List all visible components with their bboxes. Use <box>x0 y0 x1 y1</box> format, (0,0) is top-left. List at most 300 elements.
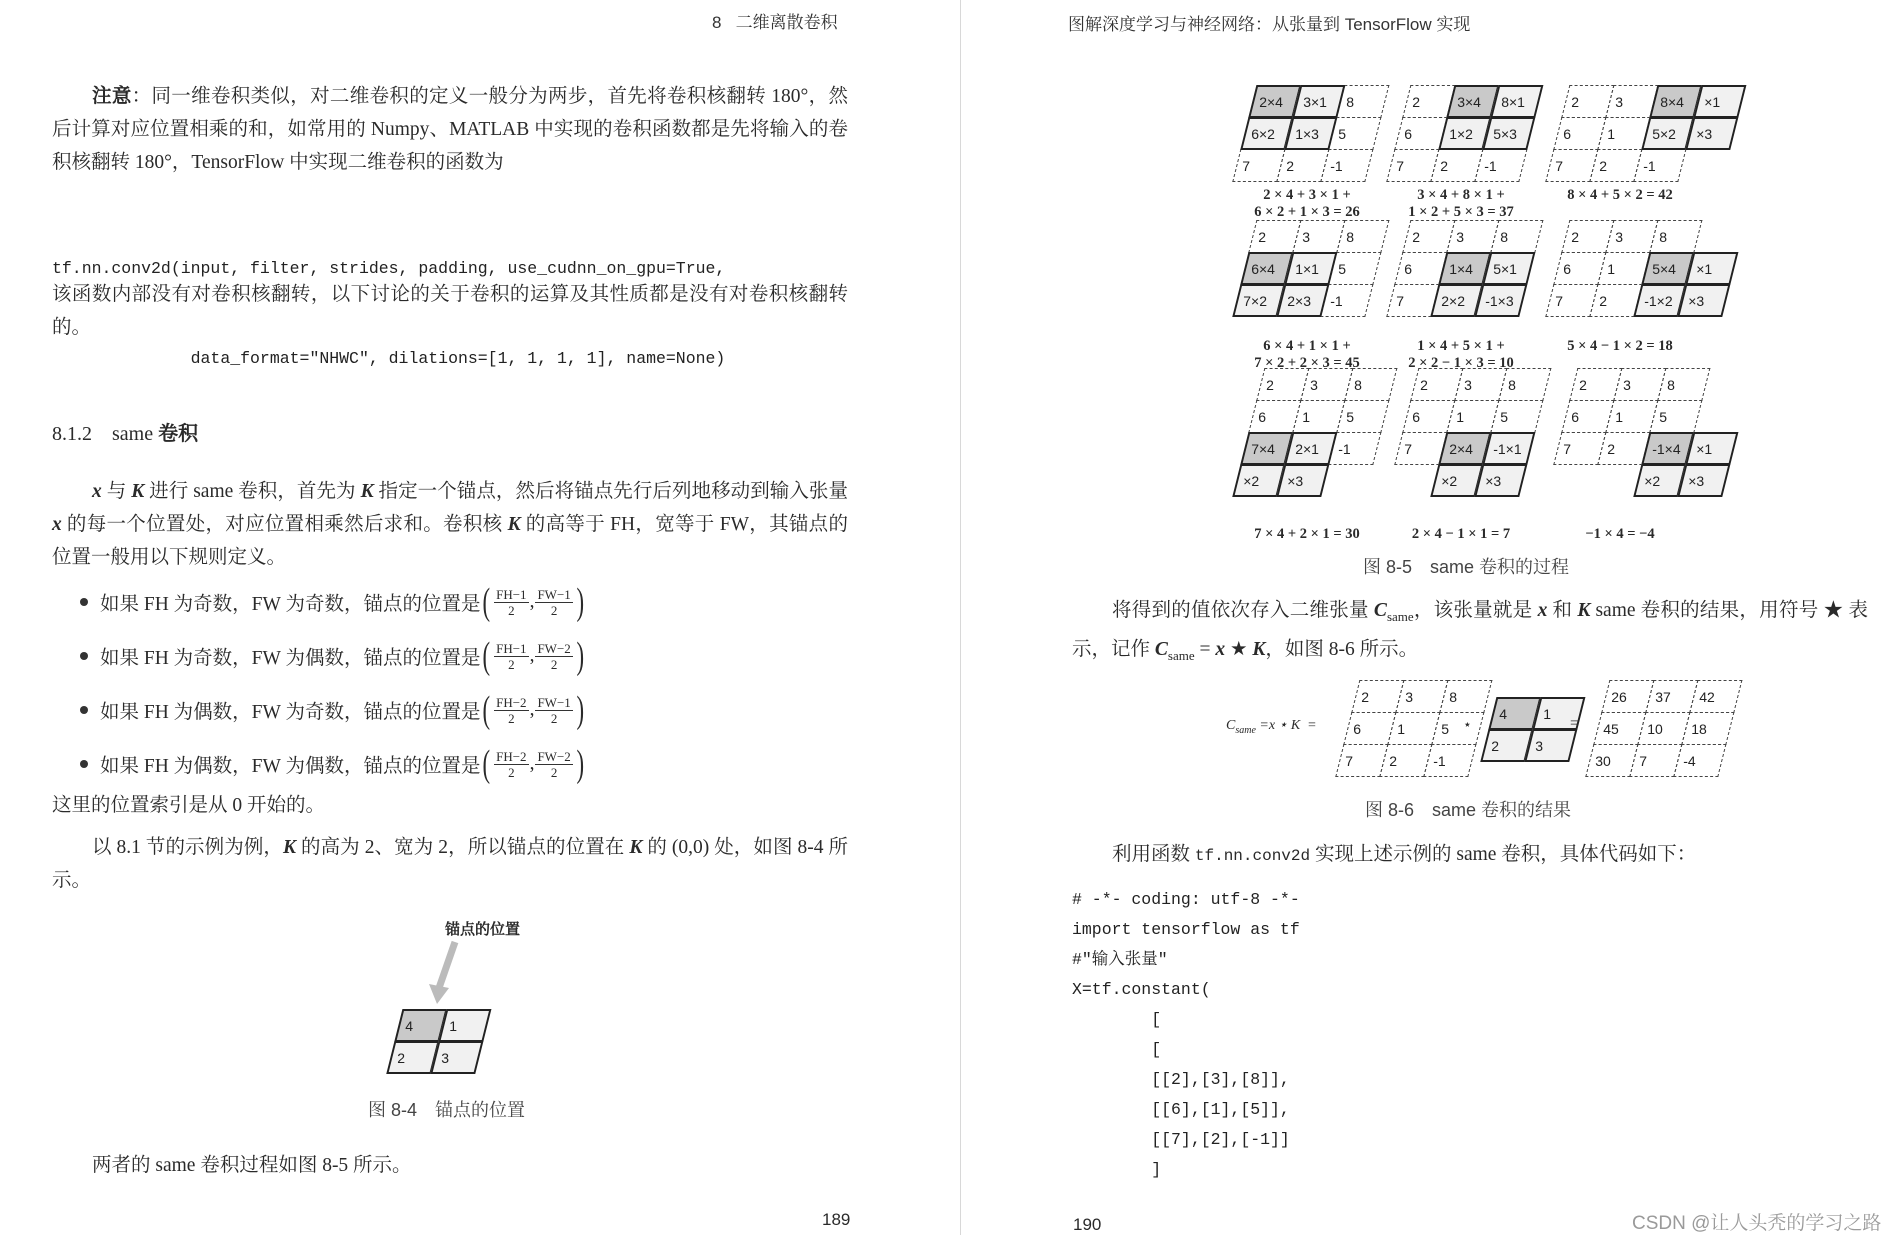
cell-value: 2 <box>1286 157 1295 174</box>
cell-value: 2 <box>1571 93 1580 110</box>
denominator: 2 <box>550 764 558 780</box>
text-run: 和 <box>1547 600 1578 621</box>
denominator: 2 <box>550 656 558 672</box>
code-intro-paragraph <box>1072 838 1868 873</box>
kernel-cell <box>1490 85 1543 118</box>
cell-value: 3 <box>441 1049 450 1066</box>
cell-value: 45 <box>1603 720 1619 737</box>
equation-line: 1 × 4 + 5 × 1 + <box>1417 338 1505 354</box>
anchor-label: 锚点的位置 <box>445 921 521 938</box>
kernel-cell <box>1284 252 1337 285</box>
kernel-cell <box>430 1041 483 1074</box>
cell-value: 37 <box>1655 688 1671 705</box>
csame-equation-label <box>1226 717 1317 736</box>
cell-value: 7 <box>1639 752 1648 769</box>
cell-value: 2 <box>1258 228 1267 245</box>
comma: , <box>529 753 535 774</box>
math-variable: $C_{same}$ <box>1154 638 1195 663</box>
cell-value: 2 <box>1571 228 1580 245</box>
math-variable: K <box>1577 600 1591 621</box>
equation-line: 2 × 2 − 1 × 3 = 10 <box>1408 355 1514 371</box>
code-line: ] <box>1072 1160 1162 1179</box>
text-run: ：同一维卷积类似，对二维卷积的定义一般分为两步，首先将卷积核翻转 180°，然后计算对应位置相乘的和，如常用的 Numpy、MATLAB 中实现的卷积函数都是先将输入的卷积核翻转 180°，TensorFlow 中实现二维卷积的函数为 <box>52 86 848 173</box>
equation-line: 2 × 4 + 3 × 1 + <box>1263 187 1351 203</box>
figure-8-4-caption: 图 8-4 锚点的位置 <box>368 1100 526 1120</box>
cell-value: 8 <box>1449 688 1458 705</box>
input-cell <box>1649 220 1702 253</box>
cell-value: 5 <box>1500 408 1509 425</box>
text-run: 指定一个锚点，然后将锚点先行后列地移动到输入张量 <box>373 481 848 502</box>
cell-value: 1 <box>1543 705 1552 722</box>
cell-value: 4 <box>405 1017 414 1034</box>
text-run: ，该张量就是 <box>1413 600 1538 621</box>
cell-value: 1 <box>1607 125 1616 142</box>
cell-value: 6 <box>1404 125 1413 142</box>
left-paren-icon: ( <box>482 581 491 623</box>
equation-line: 5 × 4 − 1 × 2 = 18 <box>1567 338 1673 354</box>
inline-code: tf.nn.conv2d <box>1194 847 1311 865</box>
numerator: FH−2 <box>496 694 527 710</box>
cell-value: 1×3 <box>1295 125 1320 142</box>
cell-value: 2 <box>1412 93 1421 110</box>
cell-value: 3 <box>1615 93 1624 110</box>
cell-value: 3×4 <box>1457 93 1482 110</box>
equals-sign: = <box>1570 715 1580 732</box>
cell-value: 7 <box>1563 440 1572 457</box>
cell-value: 3 <box>1623 376 1632 393</box>
denominator: 2 <box>550 602 558 618</box>
cell-value: 2 <box>1420 376 1429 393</box>
cell-value: 6 <box>1563 260 1572 277</box>
cell-value: 6 <box>1258 408 1267 425</box>
equation-line: −1 × 4 = −4 <box>1585 526 1655 542</box>
code-line: import tensorflow as tf <box>1072 920 1300 939</box>
text-run: 的每一个位置处，对应位置相乘然后求和。卷积核 <box>61 514 508 535</box>
cell-value: 3 <box>1310 376 1319 393</box>
math-subscript: same <box>1167 647 1195 663</box>
section-heading <box>52 417 198 446</box>
kernel-cell <box>1685 252 1738 285</box>
cell-value: 1 <box>1607 260 1616 277</box>
cell-value: 1 <box>449 1017 458 1034</box>
cell-value: 2 <box>1599 292 1608 309</box>
fraction-fw <box>535 641 572 672</box>
cell-value: -1 <box>1643 157 1656 174</box>
anchor-rule-item <box>80 685 586 735</box>
math-variable: K <box>360 481 374 502</box>
right-paren-icon: ) <box>576 689 584 731</box>
result-paragraph <box>1072 594 1868 672</box>
cell-value: 8 <box>1346 228 1355 245</box>
cell-value: ×1 <box>1696 260 1713 277</box>
code-line: [ <box>1072 1040 1162 1059</box>
cell-value: 1 <box>1397 720 1406 737</box>
chapter-number: 8 <box>712 13 722 32</box>
chapter-title: 二维离散卷积 <box>735 13 838 32</box>
numerator: FW−2 <box>537 748 571 764</box>
cell-value: 7×2 <box>1243 292 1268 309</box>
math-variable: K <box>1252 638 1266 660</box>
cell-value: -1 <box>1433 752 1446 769</box>
kernel-cell <box>1482 252 1535 285</box>
code-line: #"输入张量" <box>1072 950 1168 969</box>
same-conv-paragraph <box>52 475 848 574</box>
page-number-right: 190 <box>1073 1215 1102 1234</box>
cell-value: 2×4 <box>1449 440 1474 457</box>
cell-value: 7 <box>1404 440 1413 457</box>
cell-value: 5×4 <box>1652 260 1677 277</box>
cell-value: -1×1 <box>1493 440 1522 457</box>
input-cell <box>1649 400 1702 433</box>
cell-value: 2×3 <box>1287 292 1312 309</box>
left-paren-icon: ( <box>482 635 491 677</box>
anchor-rule-item <box>80 631 586 681</box>
text-run: 以 8.1 节的示例为例， <box>92 837 283 858</box>
numerator: FW−1 <box>537 694 571 710</box>
cell-value: 8 <box>1354 376 1363 393</box>
fraction-fw <box>535 695 572 726</box>
text-run: 两者的 same 卷积过程如图 8-5 所示。 <box>92 1155 412 1176</box>
bullet-dot-icon <box>80 706 88 714</box>
denominator: 2 <box>508 764 515 780</box>
cell-value: 2×2 <box>1441 292 1466 309</box>
numerator: FH−2 <box>496 748 527 764</box>
cell-value: 2×4 <box>1259 93 1284 110</box>
text-run: 实现上述示例的 same 卷积，具体代码如下： <box>1310 844 1697 865</box>
text-run: 利用函数 <box>1112 844 1195 865</box>
input-cell <box>1673 744 1726 777</box>
input-cell <box>1336 220 1389 253</box>
cell-value: 1 <box>1615 408 1624 425</box>
equation-line: 8 × 4 + 5 × 2 = 42 <box>1567 187 1673 203</box>
page-number-left: 189 <box>822 1210 851 1229</box>
numerator: FH−1 <box>496 586 527 602</box>
cell-value: -1×2 <box>1644 292 1673 309</box>
step-grid <box>1386 220 1544 318</box>
example-paragraph <box>52 831 848 897</box>
fraction-fw <box>535 587 572 618</box>
cell-value: -1 <box>1330 292 1343 309</box>
star-operator: ⋆ <box>1463 718 1472 733</box>
cell-value: 4 <box>1499 705 1508 722</box>
comma: , <box>529 699 535 720</box>
section-number: 8.1.2 <box>52 423 92 445</box>
right-paren-icon: ) <box>576 635 584 677</box>
comma: , <box>529 591 535 612</box>
cell-value: 7×4 <box>1251 440 1276 457</box>
math-variable: $C_{same}$ <box>1373 600 1414 624</box>
rule-text: 如果 FH 为偶数，FW 为偶数，锚点的位置是 <box>100 756 481 777</box>
next-paragraph <box>52 1149 848 1182</box>
kernel-cell <box>1276 284 1329 317</box>
cell-value: 1 <box>1302 408 1311 425</box>
cell-value: 8 <box>1346 93 1355 110</box>
kernel-cell <box>1685 117 1738 150</box>
code-line: tf.nn.conv2d(input, filter, strides, padding, use_cudnn_on_gpu=True, <box>52 259 726 278</box>
cell-value: 7 <box>1396 292 1405 309</box>
cell-value: ×3 <box>1696 125 1713 142</box>
input-cell <box>1681 712 1734 745</box>
code-line: [[2],[3],[8]], <box>1072 1070 1290 1089</box>
cell-value: 2×1 <box>1295 440 1320 457</box>
anchor-rule-item <box>80 577 586 627</box>
csame-symbol: C <box>1226 718 1236 733</box>
cell-value: 2 <box>1361 688 1370 705</box>
step-grid <box>1386 368 1552 498</box>
fraction-fh <box>494 695 528 726</box>
text-run: 的高等于 FH，宽等于 FW，其锚点的位置一般用以下规则定义。 <box>52 514 848 568</box>
kernel-cell <box>1482 432 1535 465</box>
cell-value: 8 <box>1659 228 1668 245</box>
step-equation <box>1525 526 1715 543</box>
text-run: 进行 same 卷积，首先为 <box>144 481 361 502</box>
section-title-latin: same <box>112 423 154 445</box>
rule-text: 如果 FH 为奇数，FW 为偶数，锚点的位置是 <box>100 648 481 669</box>
input-cell <box>1490 220 1543 253</box>
math-variable: x <box>1215 638 1226 660</box>
cell-value: 2 <box>1607 440 1616 457</box>
code-line: [[7],[2],[-1]] <box>1072 1130 1290 1149</box>
cell-value: 2 <box>397 1049 406 1066</box>
kernel-cell <box>1284 432 1337 465</box>
input-cell <box>1439 680 1492 713</box>
step-grid <box>1386 85 1544 183</box>
cell-value: 30 <box>1595 752 1611 769</box>
right-paren-icon: ) <box>576 743 584 785</box>
cell-value: -1 <box>1330 157 1343 174</box>
cell-value: ×3 <box>1688 472 1705 489</box>
text-run: 该函数内部没有对卷积核翻转，以下讨论的关于卷积的运算及其性质都是没有对卷积核翻转的。 <box>52 284 848 338</box>
input-cell <box>1431 712 1484 745</box>
math-variable: K <box>131 481 145 502</box>
cell-value: 6 <box>1571 408 1580 425</box>
text-run: 与 <box>101 481 132 502</box>
cell-value: 6 <box>1412 408 1421 425</box>
step-grid <box>1545 220 1747 318</box>
cell-value: 6×4 <box>1251 260 1276 277</box>
index-note-paragraph <box>52 789 848 822</box>
cell-value: ×3 <box>1485 472 1502 489</box>
code-line: # -*- coding: utf-8 -*- <box>1072 890 1300 909</box>
result-tensor-grid <box>1585 680 1743 778</box>
kernel-cell <box>1677 464 1730 497</box>
cell-value: ×3 <box>1287 472 1304 489</box>
text-run: 的高为 2、宽为 2，所以锚点的位置在 <box>296 837 630 858</box>
text-run: ★ <box>1225 638 1253 660</box>
cell-value: -1×3 <box>1485 292 1514 309</box>
input-cell <box>1423 744 1476 777</box>
figure-8-5-caption: 图 8-5 same 卷积的过程 <box>1363 557 1570 577</box>
step-grid <box>1545 368 1755 498</box>
cell-value: 3 <box>1615 228 1624 245</box>
denominator: 2 <box>508 710 515 726</box>
no-flip-paragraph <box>52 278 848 344</box>
bullet-dot-icon <box>80 652 88 660</box>
running-header-left <box>712 8 838 33</box>
page-divider <box>960 0 961 1235</box>
cell-value: 3 <box>1535 737 1544 754</box>
step-grid <box>1232 85 1390 183</box>
cell-value: 7 <box>1242 157 1251 174</box>
cell-value: 2 <box>1599 157 1608 174</box>
cell-value: 1 <box>1456 408 1465 425</box>
cell-value: 2 <box>1579 376 1588 393</box>
cell-value: 8 <box>1667 376 1676 393</box>
anchor-rule-item <box>80 739 586 789</box>
bullet-dot-icon <box>80 760 88 768</box>
cell-value: 6 <box>1563 125 1572 142</box>
cell-value: 5 <box>1346 408 1355 425</box>
cell-value: 5×1 <box>1493 260 1518 277</box>
cell-value: 8 <box>1508 376 1517 393</box>
fraction-fh <box>494 641 528 672</box>
input-cell <box>1336 400 1389 433</box>
equation-line: 7 × 4 + 2 × 1 = 30 <box>1254 526 1360 542</box>
cell-value: 3 <box>1464 376 1473 393</box>
kernel-cell <box>1677 284 1730 317</box>
left-paren-icon: ( <box>482 689 491 731</box>
cell-value: 7 <box>1396 157 1405 174</box>
cell-value: 5×3 <box>1493 125 1518 142</box>
step-equation <box>1525 187 1715 204</box>
kernel-cell <box>1482 117 1535 150</box>
cell-value: ×2 <box>1441 472 1458 489</box>
denominator: 2 <box>508 656 515 672</box>
cell-value: 6×2 <box>1251 125 1276 142</box>
denominator: 2 <box>508 602 515 618</box>
math-variable: K <box>629 837 643 858</box>
kernel-cell <box>1474 464 1527 497</box>
step-equation <box>1525 338 1715 355</box>
cell-value: 2 <box>1440 157 1449 174</box>
cell-value: 3×1 <box>1303 93 1328 110</box>
cell-value: 7 <box>1555 157 1564 174</box>
cell-value: 18 <box>1691 720 1707 737</box>
cell-value: 5 <box>1338 260 1347 277</box>
kernel-cell <box>1292 85 1345 118</box>
numerator: FW−1 <box>537 586 571 602</box>
cell-value: -1 <box>1338 440 1351 457</box>
code-block <box>1072 885 1300 1185</box>
cell-value: -4 <box>1683 752 1696 769</box>
cell-value: 8 <box>1500 228 1509 245</box>
fraction-fh <box>494 749 528 780</box>
input-cell <box>1344 368 1397 401</box>
cell-value: 2 <box>1412 228 1421 245</box>
cell-value: 26 <box>1611 688 1627 705</box>
cell-value: -1×4 <box>1652 440 1681 457</box>
math-variable: K <box>507 514 521 535</box>
cell-value: ×1 <box>1696 440 1713 457</box>
code-line: data_format="NHWC", dilations=[1, 1, 1, 1], name=None) <box>52 349 726 368</box>
input-cell <box>1490 400 1543 433</box>
left-paren-icon: ( <box>482 743 491 785</box>
cell-value: 5 <box>1659 408 1668 425</box>
kernel-cell <box>1524 729 1577 762</box>
csdn-watermark: CSDN @让人头秃的学习之路 <box>1632 1213 1882 1234</box>
denominator: 2 <box>550 710 558 726</box>
equation-line: 2 × 4 − 1 × 1 = 7 <box>1411 526 1511 542</box>
kernel-cell <box>1276 464 1329 497</box>
step-grid <box>1232 368 1398 498</box>
math-variable: K <box>283 837 297 858</box>
text-run: 将得到的值依次存入二维张量 <box>1112 600 1374 621</box>
input-cell <box>1320 149 1373 182</box>
step-grid <box>1545 85 1747 183</box>
cell-value: 2 <box>1266 376 1275 393</box>
cell-value: 7 <box>1555 292 1564 309</box>
equation-line: 3 × 4 + 8 × 1 + <box>1417 187 1505 203</box>
math-variable: x <box>92 481 102 502</box>
input-cell <box>1474 149 1527 182</box>
cell-value: 6 <box>1353 720 1362 737</box>
cell-value: ×2 <box>1644 472 1661 489</box>
cell-value: 3 <box>1456 228 1465 245</box>
section-title-cjk: 卷积 <box>158 423 199 445</box>
kernel-cell <box>1474 284 1527 317</box>
figure-8-6-caption: 图 8-6 same 卷积的结果 <box>1365 800 1572 820</box>
cell-value: 8×4 <box>1660 93 1685 110</box>
cell-value: 6 <box>1404 260 1413 277</box>
cell-value: -1 <box>1484 157 1497 174</box>
anchor-kernel-grid <box>386 1009 492 1075</box>
cell-value: 5×2 <box>1652 125 1677 142</box>
text-run: same 卷积的结果，用符号 ★ 表示，记作 <box>1072 600 1868 660</box>
cell-value: 2 <box>1491 737 1500 754</box>
rule-text: 如果 FH 为奇数，FW 为奇数，锚点的位置是 <box>100 594 481 615</box>
equation-line: 7 × 2 + 2 × 3 = 45 <box>1254 355 1360 371</box>
fraction-fw <box>535 749 572 780</box>
cell-value: 3 <box>1405 688 1414 705</box>
code-line: [[6],[1],[5]], <box>1072 1100 1290 1119</box>
input-cell <box>1633 149 1686 182</box>
cell-value: 42 <box>1699 688 1715 705</box>
input-cell <box>1498 368 1551 401</box>
kernel-cell <box>1685 432 1738 465</box>
cell-value: 1×1 <box>1295 260 1320 277</box>
cell-value: 1×2 <box>1449 125 1474 142</box>
kernel-cell <box>1284 117 1337 150</box>
cell-value: 2 <box>1389 752 1398 769</box>
cell-value: 10 <box>1647 720 1663 737</box>
step-grid <box>1232 220 1390 318</box>
equation-line: 1 × 2 + 5 × 3 = 37 <box>1408 204 1514 220</box>
cell-value: 3 <box>1302 228 1311 245</box>
math-subscript: same <box>1386 608 1414 624</box>
rule-text: 如果 FH 为偶数，FW 为奇数，锚点的位置是 <box>100 702 481 723</box>
math-variable: x <box>1537 600 1548 621</box>
cell-value: 7 <box>1345 752 1354 769</box>
text-run: = <box>1194 638 1216 660</box>
numerator: FW−2 <box>537 640 571 656</box>
input-cell <box>1657 368 1710 401</box>
code-line: [ <box>1072 1010 1162 1029</box>
bullet-dot-icon <box>80 598 88 606</box>
cell-value: 8×1 <box>1501 93 1526 110</box>
comma: , <box>529 645 535 666</box>
bold-run: 注意 <box>92 86 132 107</box>
math-variable: x <box>52 514 62 535</box>
csame-rest: =x ⋆ K = <box>1259 718 1317 733</box>
input-cell <box>1689 680 1742 713</box>
text-run: 的 (0,0) 处，如图 8-4 所示。 <box>52 837 848 891</box>
numerator: FH−1 <box>496 640 527 656</box>
fraction-fh <box>494 587 528 618</box>
text-run: ，如图 8-6 所示。 <box>1265 638 1419 660</box>
text-run: 这里的位置索引是从 0 开始的。 <box>52 795 326 816</box>
cell-value: 1×4 <box>1449 260 1474 277</box>
csame-sub: same <box>1235 724 1256 736</box>
